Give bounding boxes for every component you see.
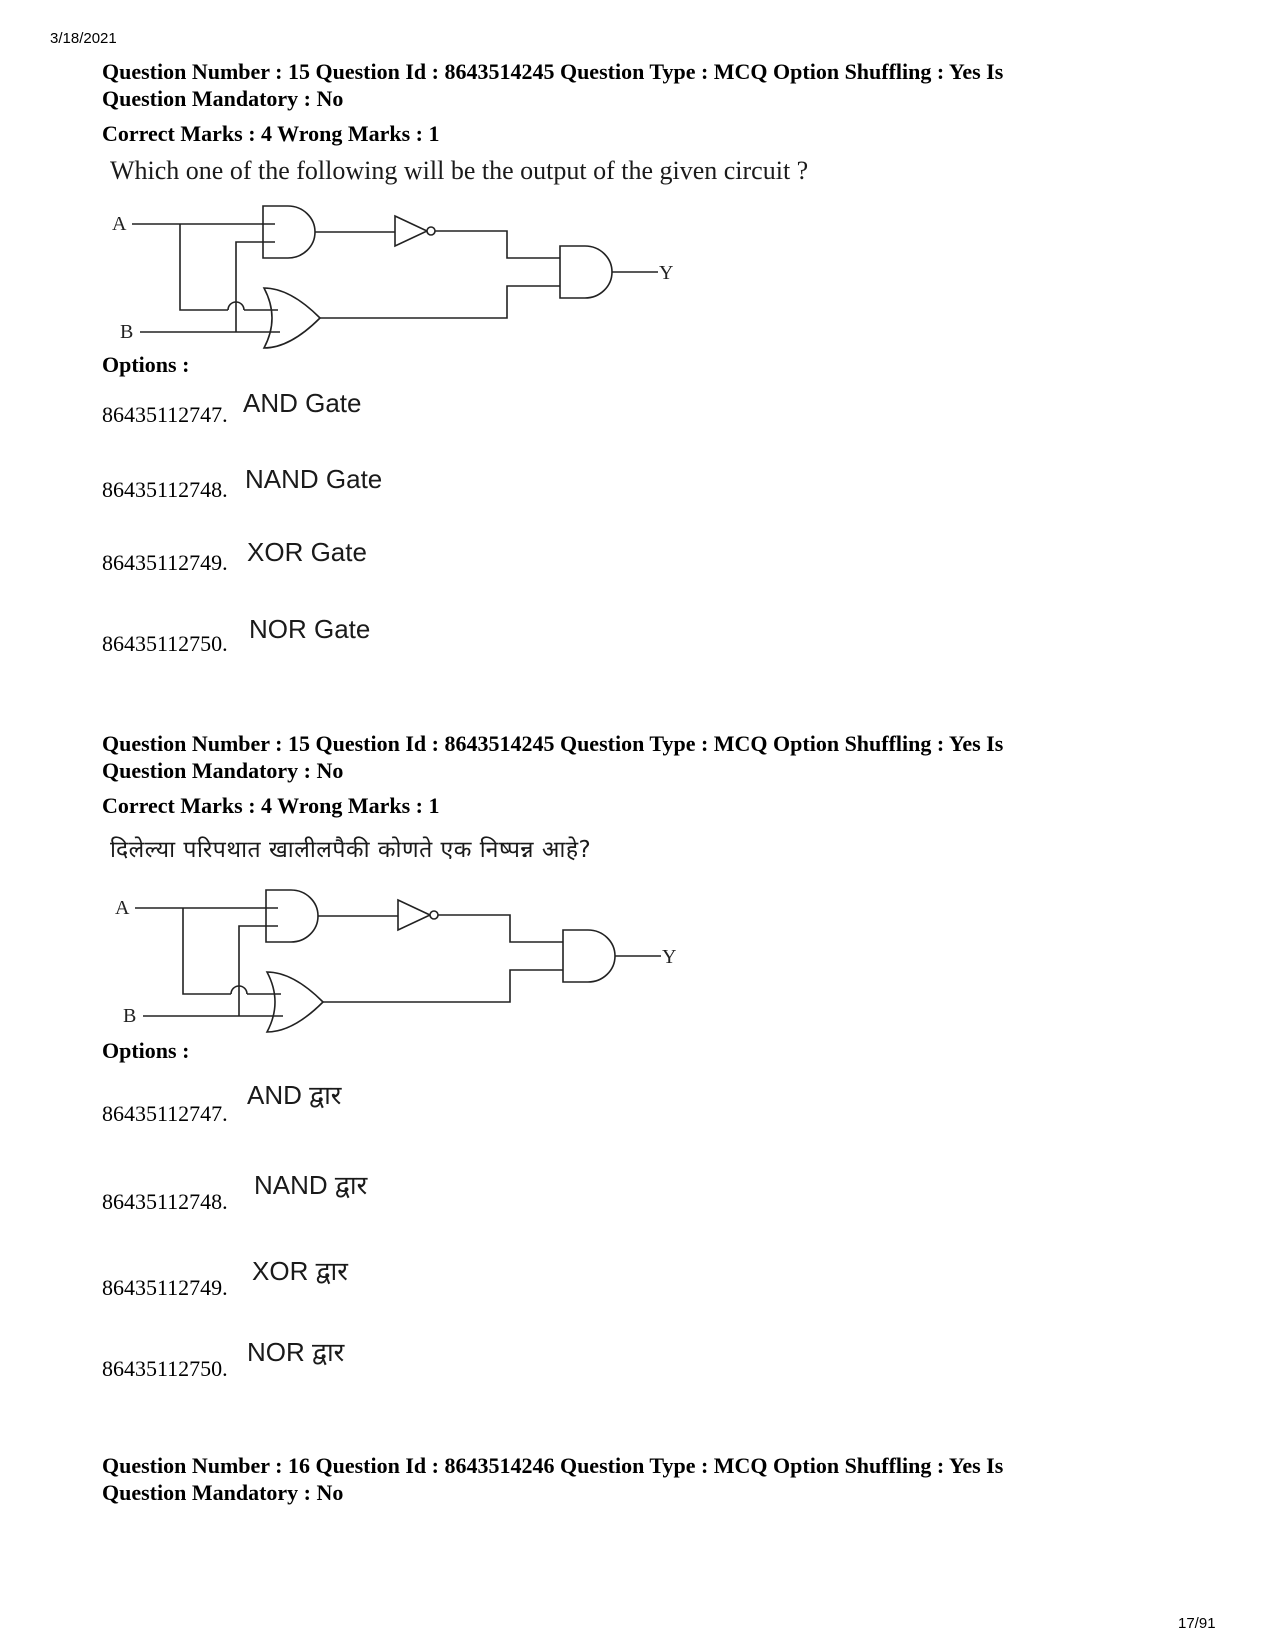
option-id: 86435112747.	[102, 1101, 228, 1126]
question-header-line1: Question Number : 15 Question Id : 8643514245 Question Type : MCQ Option Shuffling : Yes Is	[102, 59, 1004, 84]
print-date: 3/18/2021	[50, 30, 117, 47]
and-gate-1	[266, 890, 318, 942]
input-b-label: B	[123, 1005, 137, 1027]
wire-a-to-or	[183, 908, 231, 994]
and-gate-2	[563, 930, 615, 982]
option-text: AND द्वार	[247, 1080, 342, 1110]
option-text: NOR द्वार	[247, 1337, 345, 1367]
options-label-2: Options :	[102, 1038, 190, 1063]
question-header-line1: Question Number : 15 Question Id : 8643514245 Question Type : MCQ Option Shuffling : Yes Is	[102, 731, 1004, 756]
option-id: 86435112748.	[102, 1189, 228, 1214]
option-id: 86435112748.	[102, 477, 228, 502]
and-gate-2	[560, 246, 612, 298]
option-text: NAND द्वार	[254, 1170, 368, 1200]
wire-or-out	[323, 970, 563, 1002]
wire-a-to-or	[180, 224, 228, 310]
wire-or-out	[320, 286, 560, 318]
wire-b-to-and	[236, 242, 275, 332]
option-id: 86435112750.	[102, 1356, 228, 1381]
question-header-2	[102, 730, 1182, 784]
not-gate-triangle	[395, 216, 427, 246]
marks-line-2: Correct Marks : 4 Wrong Marks : 1	[102, 793, 440, 818]
question-header-line2: Question Mandatory : No	[102, 86, 344, 111]
not-gate-bubble	[427, 227, 435, 235]
question-header-line2: Question Mandatory : No	[102, 1480, 344, 1505]
option-text: AND Gate	[243, 388, 362, 418]
not-gate-bubble	[430, 911, 438, 919]
input-a-label: A	[112, 213, 127, 235]
and-gate-1	[263, 206, 315, 258]
question-header-1	[102, 58, 1182, 112]
output-y-label: Y	[662, 946, 677, 968]
question-header-3	[102, 1452, 1182, 1506]
option-text: XOR द्वार	[252, 1256, 348, 1286]
option-text: NAND Gate	[245, 464, 383, 494]
page-number: 17/91	[1178, 1615, 1216, 1632]
marks-line-1: Correct Marks : 4 Wrong Marks : 1	[102, 121, 440, 146]
question-text-1: Which one of the following will be the output of the given circuit ?	[110, 156, 809, 185]
option-text: XOR Gate	[247, 537, 367, 567]
wire-not-out	[435, 231, 560, 258]
options-label-1: Options :	[102, 352, 190, 377]
or-gate	[267, 972, 323, 1032]
logic-circuit-diagram-1	[100, 196, 720, 356]
wire-not-out	[438, 915, 563, 942]
question-text-2: दिलेल्या परिपथात खालीलपैकी कोणते एक निष्पन्न आहे?	[110, 837, 592, 863]
logic-circuit-diagram-2	[103, 880, 723, 1040]
wire-b-to-and	[239, 926, 278, 1016]
question-header-line2: Question Mandatory : No	[102, 758, 344, 783]
question-header-line1: Question Number : 16 Question Id : 8643514246 Question Type : MCQ Option Shuffling : Yes Is	[102, 1453, 1004, 1478]
input-b-label: B	[120, 321, 134, 343]
option-id: 86435112749.	[102, 550, 228, 575]
option-id: 86435112749.	[102, 1275, 228, 1300]
input-a-label: A	[115, 897, 130, 919]
not-gate-triangle	[398, 900, 430, 930]
output-y-label: Y	[659, 262, 674, 284]
or-gate	[264, 288, 320, 348]
option-id: 86435112750.	[102, 631, 228, 656]
option-text: NOR Gate	[249, 614, 371, 644]
option-id: 86435112747.	[102, 402, 228, 427]
